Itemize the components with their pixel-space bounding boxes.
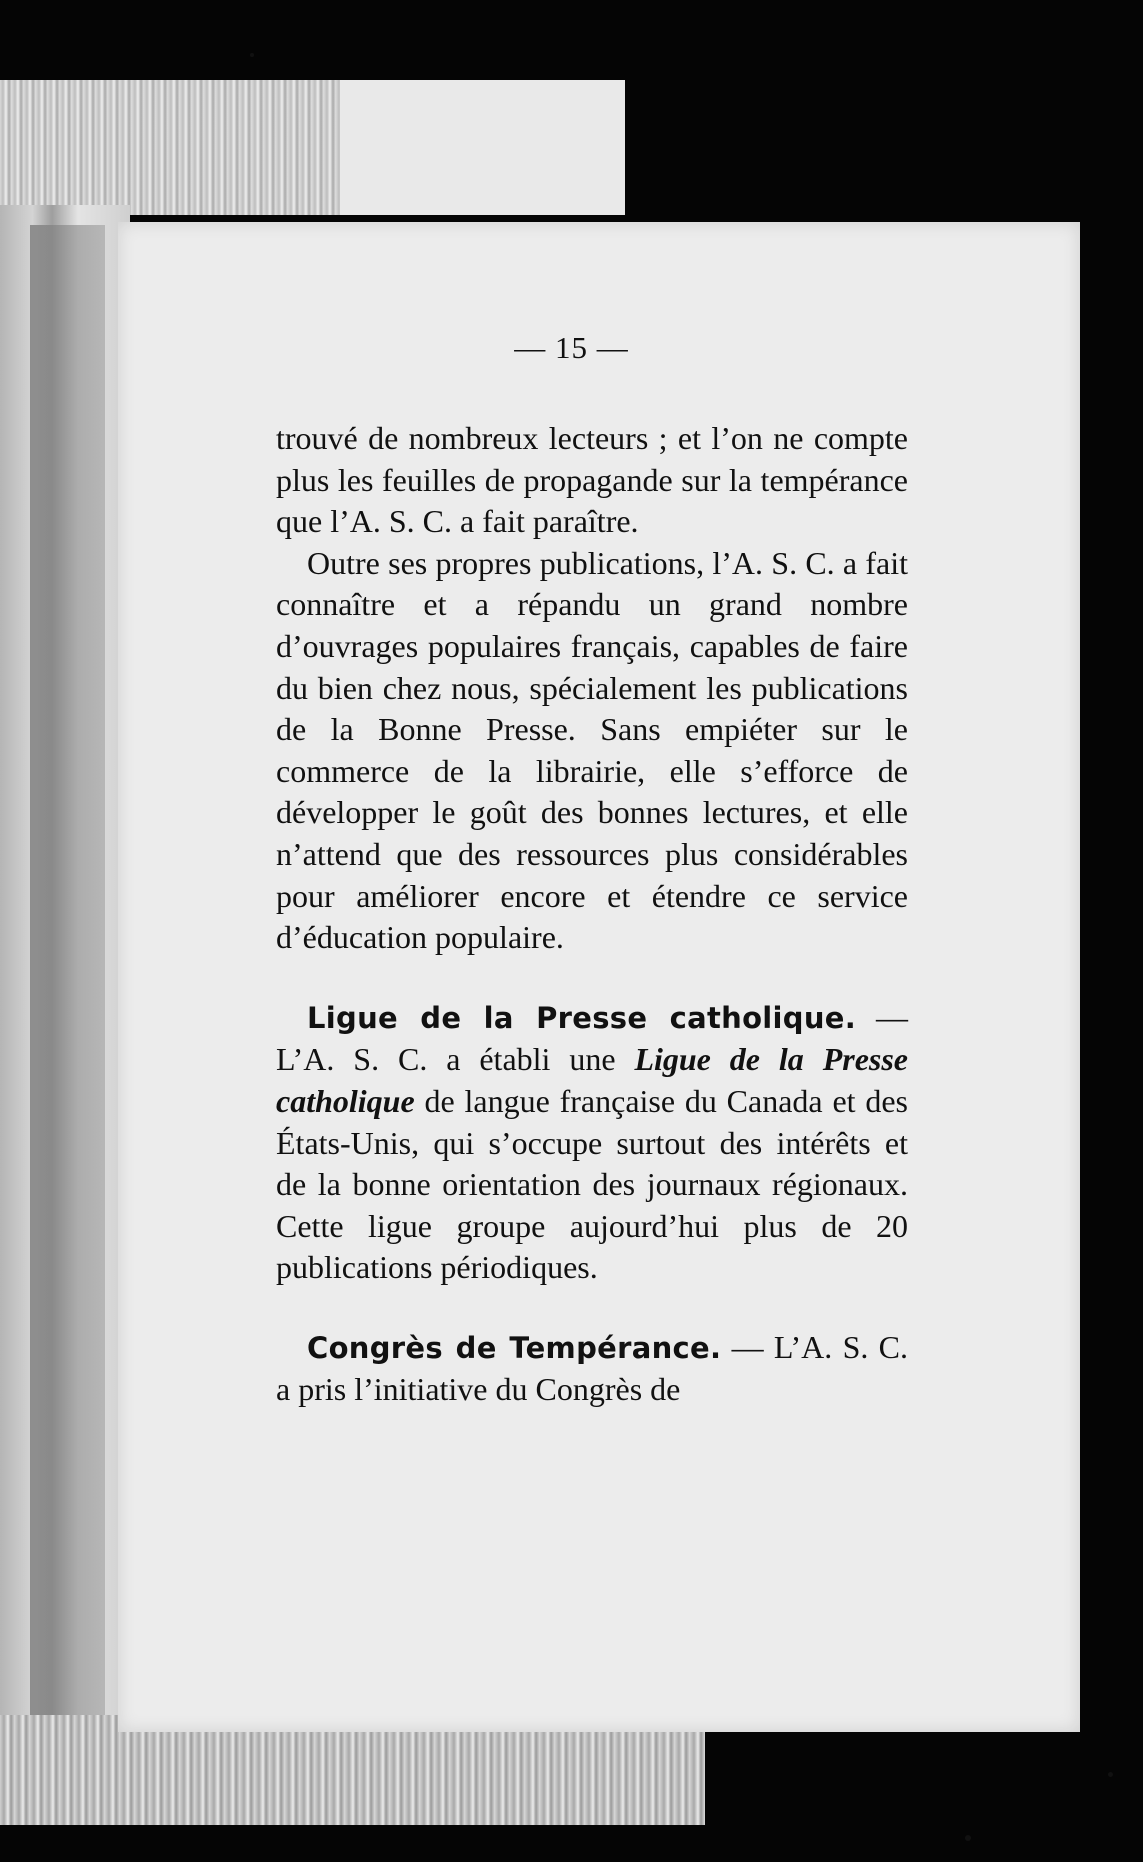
scan-speck: [965, 1835, 971, 1841]
heading-dash: —: [721, 1328, 774, 1365]
paragraph-continuation: trouvé de nombreux lecteurs ; et l’on ne compte plus les feuilles de propagande sur la tempérance que l’A. S. C. a fait paraître.: [276, 420, 908, 540]
section-body-text: de langue française du Canada et des États-Unis, qui s’occupe surtout des intérêts et de la bonne orientation des journaux régionaux. Cette ligue groupe aujourd’hui plus de 20 publications périodiques.: [276, 1082, 908, 1286]
gutter-shadow: [30, 225, 105, 1715]
page-body-text: [276, 418, 908, 1411]
back-page-top: [340, 80, 625, 215]
scan-speck: [250, 53, 254, 57]
section-body-text: L’A. S. C. a pris l’initiative du Congrès de: [276, 1328, 908, 1408]
section-heading-ligue: Ligue de la Presse catholique.: [307, 1000, 857, 1035]
section-heading-congres: Congrès de Tempérance.: [307, 1330, 722, 1365]
section-lead-text: L’A. S. C. a établi une: [276, 1041, 635, 1078]
section-congres-temperance: [276, 1327, 908, 1411]
scan-speck: [1108, 1772, 1113, 1777]
section-spacer: [276, 959, 908, 997]
paragraph-publications: Outre ses propres publications, l’A. S. C. a fait connaître et a répandu un grand nombre d’ouvrages populaires français, capables de faire du bien chez nous, spécialement les publications de la Bonne Presse. Sans empiéter sur le commerce de la librairie, elle s’efforce de développer le goût des bonnes lectures, et elle n’attend que des ressources plus considérables pour améliorer encore et étendre ce service d’éducation populaire.: [276, 544, 908, 956]
section-ligue-presse: [276, 997, 908, 1289]
page-number: — 15 —: [514, 330, 629, 365]
heading-dash: —: [856, 998, 908, 1035]
ligue-name-italic: Ligue de la Presse catholique: [276, 1041, 908, 1119]
section-spacer: [276, 1289, 908, 1327]
